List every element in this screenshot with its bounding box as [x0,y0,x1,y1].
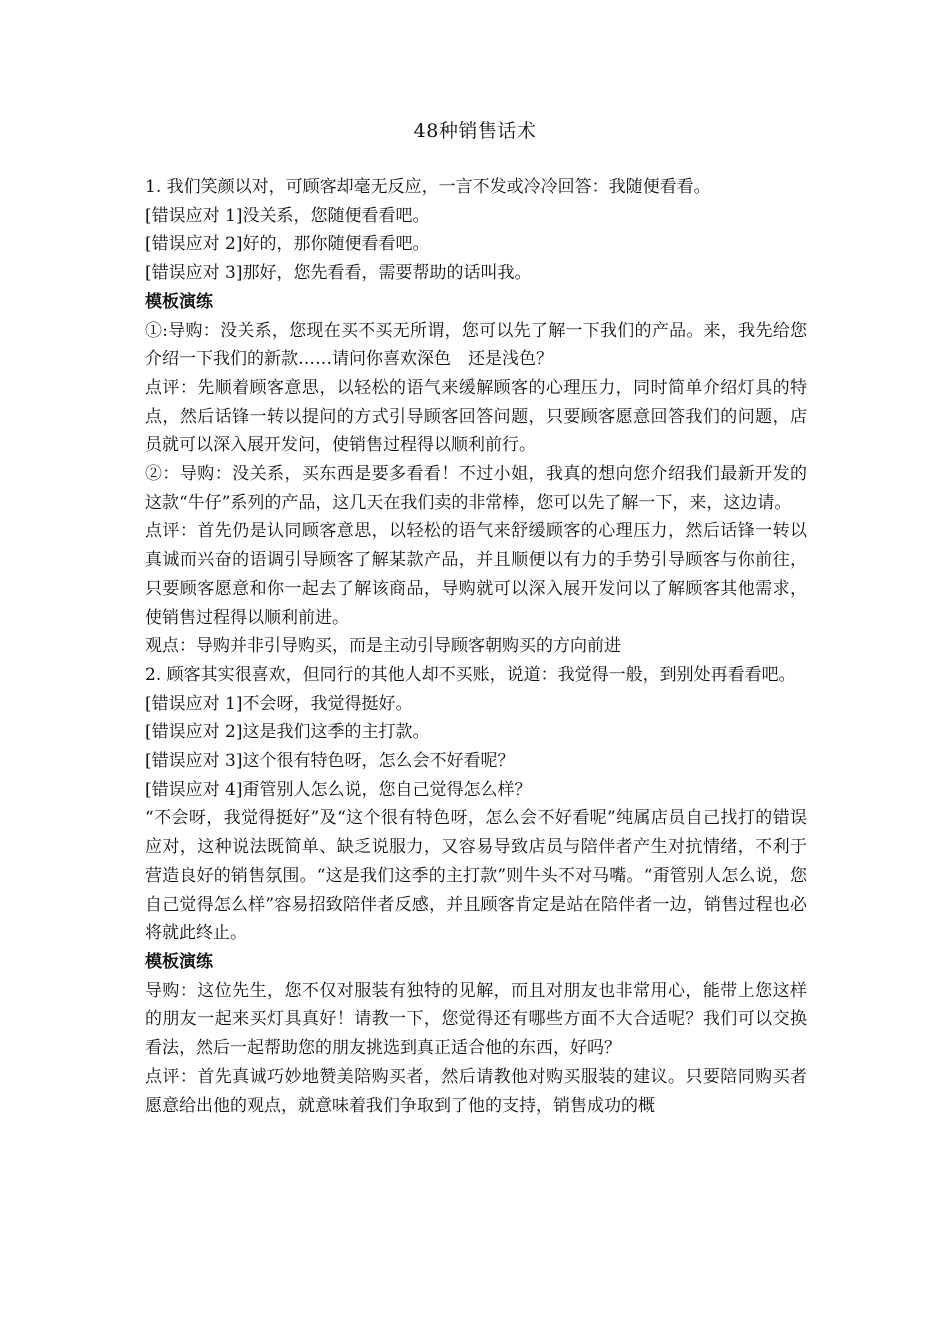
paragraph: 导购：这位先生，您不仅对服装有独特的见解，而且对朋友也非常用心，能带上您这样的朋友一起来买灯具真好！请教一下，您觉得还有哪些方面不大合适呢？我们可以交换看法，然后一起帮助您的朋友挑选到真正适合他的东西，好吗？ [145,980,807,1059]
document-title: 48种销售话术 [413,120,537,142]
paragraph: [错误应对 3]这个很有特色呀，怎么会不好看呢？ [145,751,515,772]
paragraph: 观点：导购并非引导购买，而是主动引导顾客朝购买的方向前进 [145,636,621,657]
paragraph: 点评：首先仍是认同顾客意思，以轻松的语气来舒缓顾客的心理压力，然后话锋一转以真诚而兴奋的语调引导顾客了解某款产品，并且顺便以有力的手势引导顾客与你前往，只要顾客愿意和你一起去了解该商品，导购就可以深入展开发问以了解顾客其他需求，使销售过程得以顺利前进。 [145,521,807,628]
paragraph: ②：导购：没关系，买东西是要多看看！不过小姐，我真的想向您介绍我们最新开发的这款“牛仔”系列的产品，这几天在我们卖的非常棒，您可以先了解一下，来，这边请。 [145,464,807,513]
section-heading: 模板演练 [145,951,213,972]
paragraph: “不会呀，我觉得挺好”及“这个很有特色呀，怎么会不好看呢”纯属店员自己找打的错误应对，这种说法既简单、缺乏说服力，又容易导致店员与陪伴者产生对抗情绪，不利于营造良好的销售氛围。“这是我们这季的主打款”则牛头不对马嘴。“甭管别人怎么说，您自己觉得怎么样”容易招致陪伴者反感，并且顾客肯定是站在陪伴者一边，销售过程也必将就此终止。 [145,808,807,944]
paragraph: [错误应对 3]那好，您先看看，需要帮助的话叫我。 [145,263,532,284]
paragraph: 点评：首先真诚巧妙地赞美陪购买者，然后请教他对购买服装的建议。只要陪同购买者愿意给出他的观点，就意味着我们争取到了他的支持，销售成功的概 [145,1066,807,1116]
paragraph: [错误应对 2]这是我们这季的主打款。 [145,722,430,743]
paragraph: 2. 顾客其实很喜欢，但同行的其他人却不买账，说道：我觉得一般，到别处再看看吧。 [145,664,796,685]
paragraph: [错误应对 1]没关系，您随便看看吧。 [145,205,430,226]
paragraph: 点评：先顺着顾客意思，以轻松的语气来缓解顾客的心理压力，同时简单介绍灯具的特点，然后话锋一转以提问的方式引导顾客回答问题，只要顾客愿意回答我们的问题，店员就可以深入展开发问，使销售过程得以顺利前行。 [145,377,807,456]
paragraph: [错误应对 1]不会呀，我觉得挺好。 [145,693,413,714]
section-heading: 模板演练 [145,291,213,312]
paragraph: [错误应对 2]好的，那你随便看看吧。 [145,234,430,255]
paragraph: [错误应对 4]甭管别人怎么说，您自己觉得怎么样？ [145,779,532,800]
document-body [145,173,807,1120]
paragraph: 1. 我们笑颜以对，可顾客却毫无反应，一言不发或冷冷回答：我随便看看。 [145,177,711,197]
paragraph: ①:导购：没关系，您现在买不买无所谓，您可以先了解一下我们的产品。来，我先给您介绍一下我们的新款……请问你喜欢深色 还是浅色？ [145,320,807,370]
